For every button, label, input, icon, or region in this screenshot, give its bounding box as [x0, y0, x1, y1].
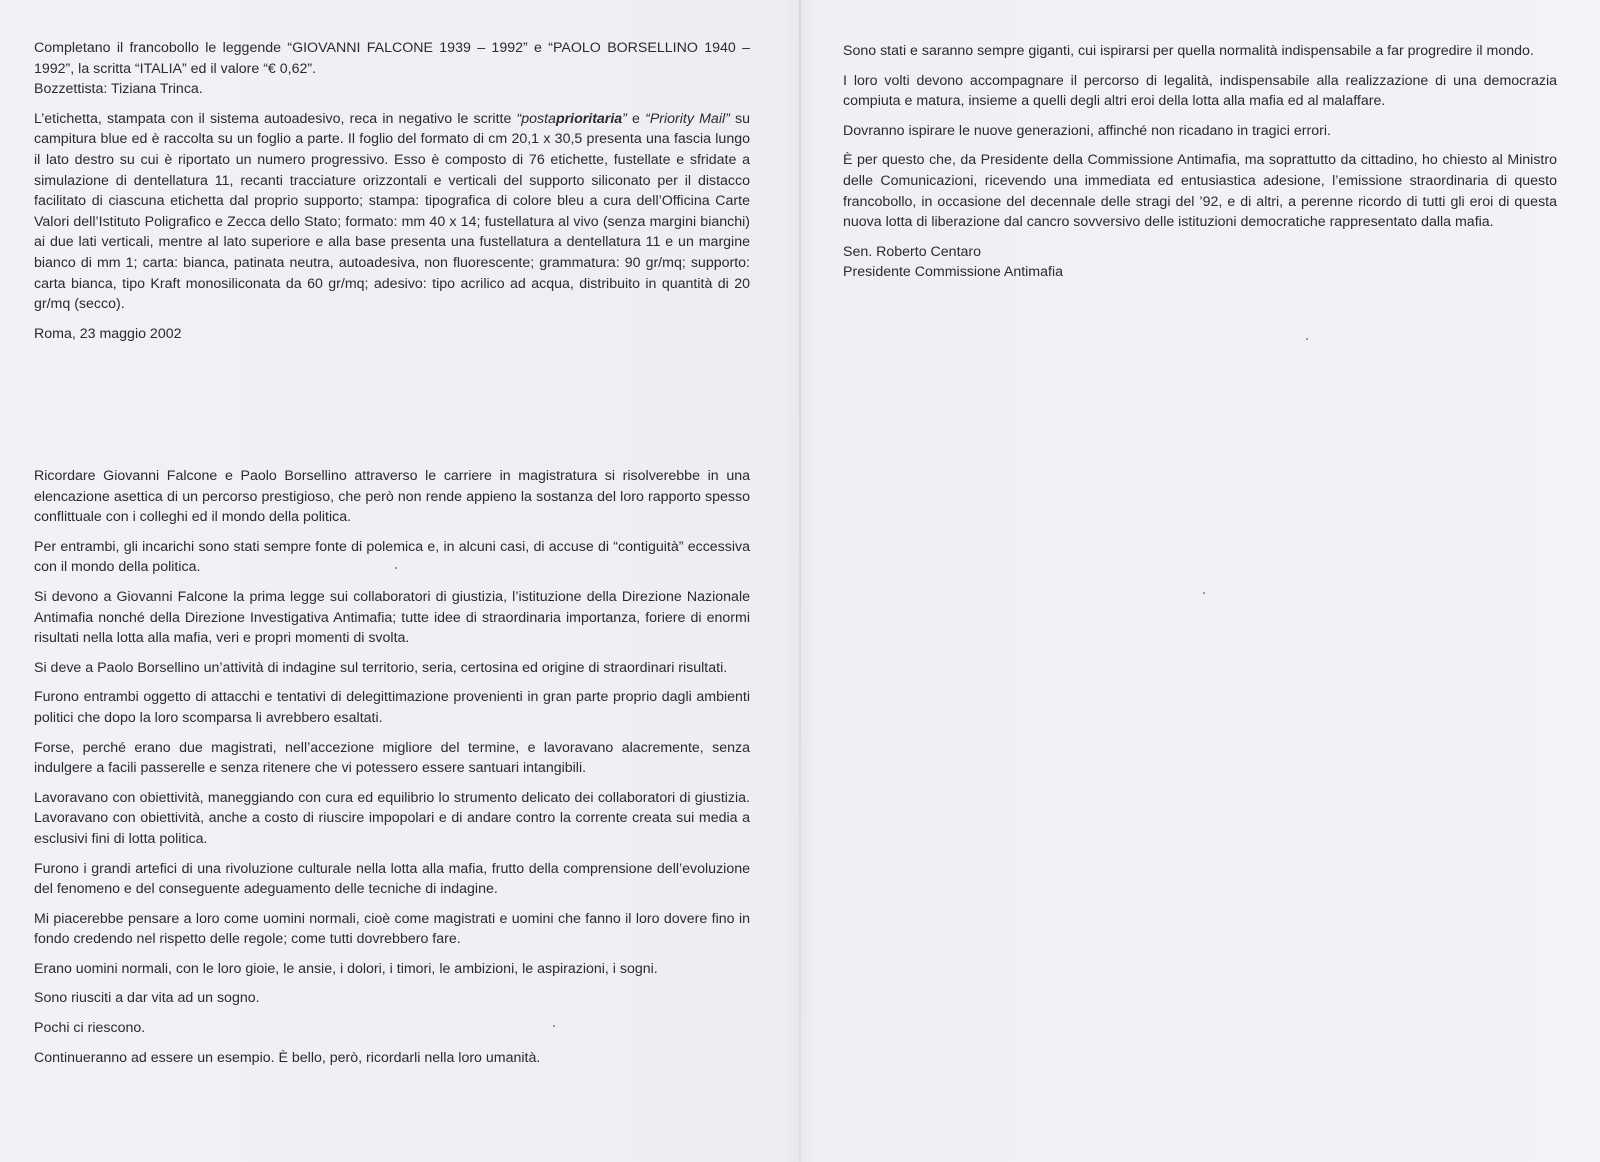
- paragraph: Mi piacerebbe pensare a loro come uomini normali, cioè come magistrati e uomini che fanno il loro dovere fino in fondo credendo nel rispetto delle regole; come tutti dovrebbero fare.: [34, 910, 750, 948]
- stamp-legend-paragraph: Completano il francobollo le leggende “GIOVANNI FALCONE 1939 – 1992” e “PAOLO BORSELLINO 1940 – 1992”, la scritta “ITALIA” ed il valore “€ 0,62”.: [34, 40, 750, 77]
- label-description-paragraph: [34, 109, 750, 315]
- left-page-bottom-section: [34, 466, 750, 1077]
- designer-line: Bozzettista: Tiziana Trinca.: [34, 81, 203, 98]
- label-text-a: L’etichetta, stampata con il sistema autoadesivo, reca in negativo le scritte: [34, 110, 517, 127]
- paragraph: Sono riusciti a dar vita ad un sogno.: [34, 990, 260, 1007]
- paragraph: Continueranno ad essere un esempio. È bello, però, ricordarli nella loro umanità.: [34, 1049, 541, 1066]
- scan-speck: [1306, 338, 1308, 340]
- label-text-prioritaria: prioritaria: [555, 110, 623, 127]
- label-text-d: e: [626, 110, 646, 127]
- page-fold: [799, 0, 801, 1162]
- signature-name: Sen. Roberto Centaro: [843, 243, 982, 260]
- paragraph: Furono i grandi artefici di una rivoluzione culturale nella lotta alla mafia, frutto della comprensione dell’evoluzione del fenomeno e del conseguente adeguamento delle tecniche di indagine.: [34, 860, 750, 898]
- paragraph: Ricordare Giovanni Falcone e Paolo Borsellino attraverso le carriere in magistratura si risolverebbe in una elencazione asettica di un percorso prestigioso, che però non rende appieno la sostanza del loro rapporto spesso conflittuale con i colleghi ed il mondo della politica.: [34, 468, 750, 526]
- paragraph: Pochi ci riescono.: [34, 1020, 146, 1037]
- place-date: Roma, 23 maggio 2002: [34, 325, 182, 342]
- label-text-priority-mail: “Priority Mail”: [645, 110, 730, 127]
- scan-speck: [395, 567, 397, 569]
- paragraph: Si devono a Giovanni Falcone la prima legge sui collaboratori di giustizia, l’istituzione della Direzione Nazionale Antimafia nonché della Direzione Investigativa Antimafia; tutte idee di straordinaria importanza, foriere di enormi risultati nella lotta alla mafia, veri e propri momenti di svolta.: [34, 588, 750, 647]
- paragraph: Forse, perché erano due magistrati, nell’accezione migliore del termine, e lavoravano alacremente, senza indulgere a facili passerelle e senza ritenere che vi potessero essere santuari intangibili.: [34, 739, 750, 777]
- signature-role: Presidente Commissione Antimafia: [843, 264, 1064, 281]
- paragraph: Erano uomini normali, con le loro gioie, le ansie, i dolori, i timori, le ambizioni, le aspirazioni, i sogni.: [34, 960, 658, 977]
- left-page-top-section: [34, 38, 750, 353]
- right-page-section: [843, 41, 1557, 292]
- paragraph: Lavoravano con obiettività, maneggiando con cura ed equilibrio lo strumento delicato dei collaboratori di giustizia. Lavoravano con obiettività, anche a costo di riuscire impopolari e di andare contro la corrente creata sui media a esclusivi fini di lotta politica.: [34, 789, 750, 847]
- paragraph: Furono entrambi oggetto di attacchi e tentativi di delegittimazione provenienti in gran parte proprio dagli ambienti politici che dopo la loro scomparsa li avrebbero esaltati.: [34, 689, 750, 726]
- paragraph: Dovranno ispirare le nuove generazioni, affinché non ricadano in tragici errori.: [843, 122, 1331, 139]
- paragraph: I loro volti devono accompagnare il percorso di legalità, indispensabile alla realizzazione di una democrazia compiuta e matura, insieme a quelli degli altri eroi della lotta alla mafia ed al malaffare.: [843, 72, 1557, 110]
- paragraph: Per entrambi, gli incarichi sono stati sempre fonte di polemica e, in alcuni casi, di accuse di “contiguità” eccessiva con il mondo della politica.: [34, 538, 750, 576]
- scan-speck: [553, 1025, 555, 1027]
- paragraph: È per questo che, da Presidente della Commissione Antimafia, ma soprattutto da cittadino, ho chiesto al Ministro delle Comunicazioni, ricevendo una immediata ed entusiastica adesione, l’emissione straordinaria di questo francobollo, in occasione del decennale delle stragi del ’92, e di altri, a perenne ricordo di tutti gli eroi di questa nuova lotta di liberazione dal cancro sovversivo delle istituzioni democratiche rappresentato dalla mafia.: [843, 152, 1557, 231]
- label-text-posta: “posta: [516, 110, 556, 127]
- paragraph: Sono stati e saranno sempre giganti, cui ispirarsi per quella normalità indispensabile a far progredire il mondo.: [843, 43, 1534, 59]
- label-text-f: su campitura blue ed è raccolta su un foglio a parte. Il foglio del formato di cm 20,1 x 30,5 presenta una fascia lungo il lato destro su cui è riportato un numero progressivo. Esso è composto di 76 etichette, fustellate e sfridate a simulazione di dentellatura 11, recanti tracciature orizzontali e verticali del supporto siliconato per il distacco facilitato di ciascuna etichetta dal proprio supporto; stampa: tipografica di colore bleu a cura dell’Officina Carte Valori dell’Istituto Poligrafico e Zecca dello Stato; formato: mm 40 x 14; fustellatura al vivo (senza margini bianchi) ai due lati verticali, mentre al lato superiore e alla base presenta una fustellatura a dentellatura 11 e un margine bianco di mm 1; carta: bianca, patinata neutra, autoadesiva, non fluorescente; grammatura: 90 gr/mq; supporto: carta bianca, tipo Kraft monosiliconata da 60 gr/mq; adesivo: tipo acrilico ad acqua, distribuito in quantità di 20 gr/mq (secco).: [34, 110, 750, 313]
- label-text-quote: ”: [622, 110, 627, 127]
- scan-speck: [1203, 592, 1205, 594]
- paragraph: Si deve a Paolo Borsellino un’attività di indagine sul territorio, seria, certosina ed origine di straordinari risultati.: [34, 659, 728, 676]
